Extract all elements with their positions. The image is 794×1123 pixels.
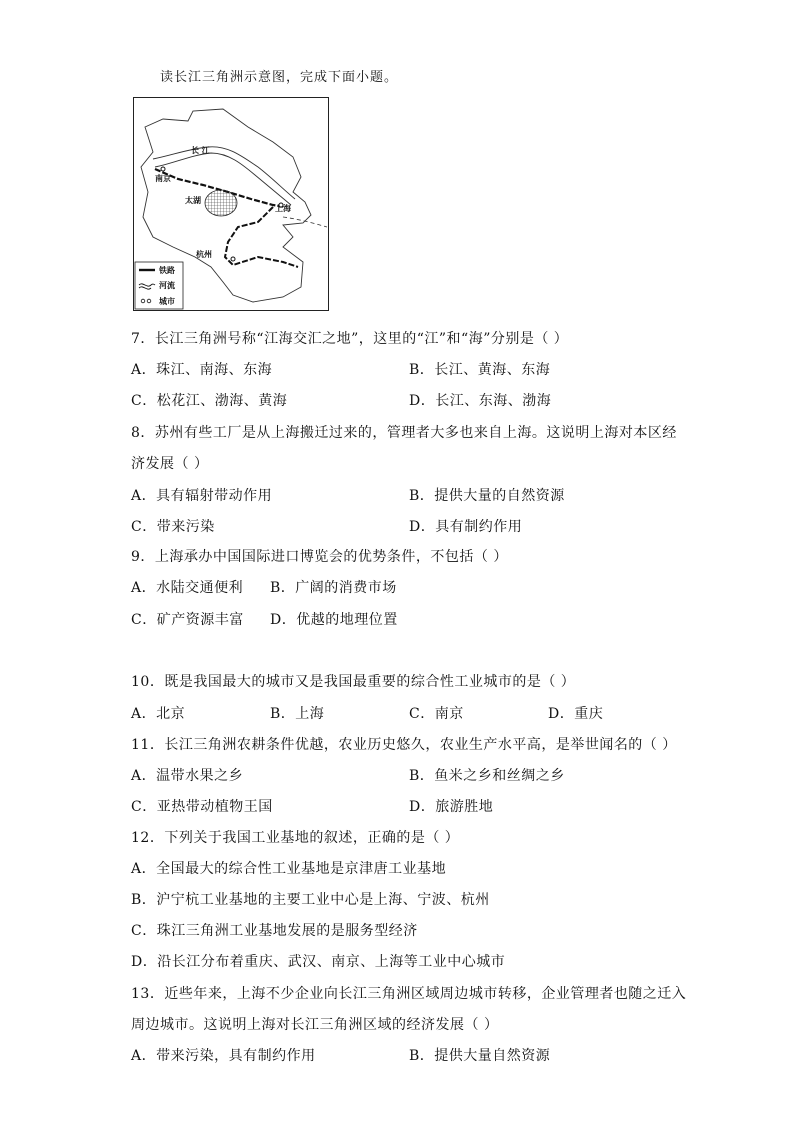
- taihu-lake: [205, 190, 237, 216]
- q7-option-a: A．珠江、南海、东海: [131, 362, 273, 378]
- q13-option-b: B．提供大量自然资源: [409, 1048, 551, 1064]
- legend-railway-label: 铁路: [159, 265, 175, 275]
- q8-option-d: D．具有制约作用: [409, 519, 523, 535]
- q8-option-b: B．提供大量的自然资源: [409, 488, 565, 504]
- q10-option-b: B．上海: [270, 706, 325, 722]
- map-label-taihu: 太湖: [185, 195, 201, 205]
- q10-stem: 10．既是我国最大的城市又是我国最重要的综合性工业城市的是（ ）: [131, 674, 576, 690]
- q10-option-a: A．北京: [131, 706, 186, 722]
- q8-stem-line2: 济发展（ ）: [131, 456, 209, 472]
- q11-option-b: B．鱼米之乡和丝绸之乡: [409, 768, 565, 784]
- map-label-river: 长 江: [191, 145, 210, 155]
- q13-stem-line1: 13．近些年来，上海不少企业向长江三角洲区域周边城市转移，企业管理者也随之迁入: [131, 986, 687, 1002]
- q12-option-c: C．珠江三角洲工业基地发展的是服务型经济: [131, 923, 418, 939]
- q9-option-d: D．优越的地理位置: [270, 612, 398, 628]
- q12-option-d: D．沿长江分布着重庆、武汉、南京、上海等工业中心城市: [131, 954, 506, 970]
- q10-option-d: D．重庆: [548, 706, 604, 722]
- q9-stem: 9．上海承办中国国际进口博览会的优势条件，不包括（ ）: [131, 549, 508, 565]
- q9-option-a: A．水陆交通便利: [131, 580, 244, 596]
- city-hangzhou-dot: [231, 257, 235, 261]
- yangtze-delta-map: [133, 97, 329, 311]
- q13-stem-line2: 周边城市。这说明上海对长江三角洲区域的经济发展（ ）: [131, 1017, 499, 1033]
- q13-option-a: A．带来污染，具有制约作用: [131, 1048, 316, 1064]
- q11-option-c: C．亚热带动植物王国: [131, 799, 273, 815]
- intro-text: 读长江三角洲示意图，完成下面小题。: [160, 70, 399, 85]
- q11-stem: 11．长江三角洲农耕条件优越，农业历史悠久，农业生产水平高，是举世闻名的（ ）: [131, 737, 677, 753]
- q12-option-a: A．全国最大的综合性工业基地是京津唐工业基地: [131, 861, 447, 877]
- legend-river-label: 河流: [159, 280, 175, 290]
- map-label-nanjing: 南京: [155, 173, 171, 183]
- map-label-hangzhou: 杭州: [196, 249, 212, 259]
- q9-option-b: B．广阔的消费市场: [270, 580, 397, 596]
- q7-option-c: C．松花江、渤海、黄海: [131, 393, 288, 409]
- q7-stem: 7．长江三角洲号称“江海交汇之地”，这里的“江”和“海”分别是（ ）: [131, 331, 569, 347]
- city-nanjing-dot: [161, 167, 165, 171]
- q11-option-d: D．旅游胜地: [409, 799, 494, 815]
- q8-stem-line1: 8．苏州有些工厂是从上海搬迁过来的，管理者大多也来自上海。这说明上海对本区经: [131, 425, 677, 441]
- q7-option-d: D．长江、东海、渤海: [409, 393, 552, 409]
- q12-option-b: B．沪宁杭工业基地的主要工业中心是上海、宁波、杭州: [131, 892, 490, 908]
- q8-option-a: A．具有辐射带动作用: [131, 488, 273, 504]
- q8-option-c: C．带来污染: [131, 519, 215, 535]
- map-label-shanghai: 上海: [275, 203, 291, 213]
- q10-option-c: C．南京: [409, 706, 464, 722]
- q9-option-c: C．矿产资源丰富: [131, 612, 244, 628]
- q11-option-a: A．温带水果之乡: [131, 768, 244, 784]
- q12-stem: 12．下列关于我国工业基地的叙述，正确的是（ ）: [131, 830, 460, 846]
- legend-city-label: 城市: [159, 296, 175, 306]
- q7-option-b: B．长江、黄海、东海: [409, 362, 551, 378]
